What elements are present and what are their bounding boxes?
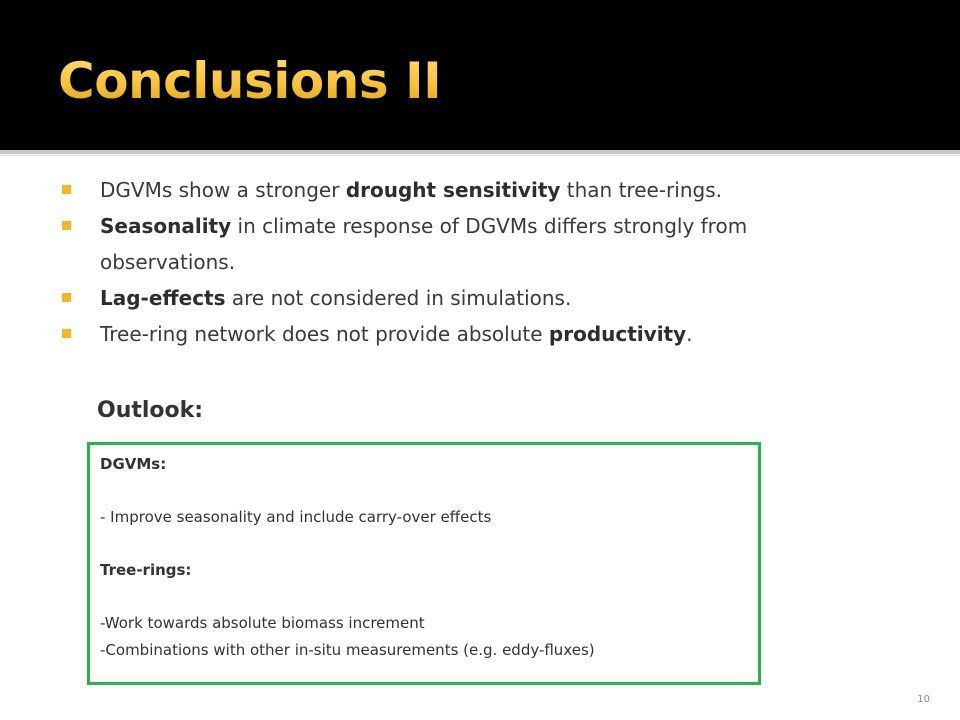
bullet-square-icon — [62, 221, 71, 230]
bullet-square-icon — [62, 293, 71, 302]
spacer — [100, 531, 595, 558]
spacer — [100, 478, 595, 505]
dgvms-heading: DGVMs: — [100, 455, 167, 473]
outlook-box — [87, 442, 761, 685]
dgvms-item: - Improve seasonality and include carry-over effects — [100, 508, 492, 526]
bullet-square-icon — [62, 185, 71, 194]
bullet-square-icon — [62, 329, 71, 338]
title-bar — [0, 0, 960, 150]
list-item — [62, 316, 892, 352]
bullet-text: are not considered in simulations. — [225, 286, 572, 310]
bullet-bold-text: Lag-effects — [100, 286, 226, 310]
list-item — [62, 208, 892, 280]
outlook-box-content — [100, 451, 595, 663]
bullet-text: in climate response of DGVMs differs strongly from — [231, 214, 748, 238]
treerings-item: -Combinations with other in-situ measurements (e.g. eddy-fluxes) — [100, 640, 595, 659]
treerings-item: -Work towards absolute biomass increment — [100, 614, 425, 632]
conclusions-list — [62, 172, 892, 352]
spacer — [100, 584, 595, 611]
title-divider-thin — [0, 155, 960, 156]
bullet-text-continuation: observations. — [100, 250, 236, 274]
bullet-bold-text: drought sensitivity — [345, 178, 561, 202]
bullet-text: than tree-rings. — [560, 178, 722, 202]
bullet-text: Tree-ring network does not provide absolute — [100, 322, 549, 346]
title-divider — [0, 150, 960, 154]
list-item — [62, 172, 892, 208]
treerings-heading: Tree-rings: — [100, 561, 192, 579]
outlook-heading: Outlook: — [97, 398, 204, 423]
bullet-text: . — [686, 322, 693, 346]
bullet-bold-text: productivity — [548, 322, 687, 346]
bullet-bold-text: Seasonality — [100, 214, 232, 238]
list-item — [62, 280, 892, 316]
bullet-text: DGVMs show a stronger — [100, 178, 346, 202]
page-number: 10 — [917, 694, 930, 705]
slide-title: Conclusions II — [58, 48, 441, 114]
